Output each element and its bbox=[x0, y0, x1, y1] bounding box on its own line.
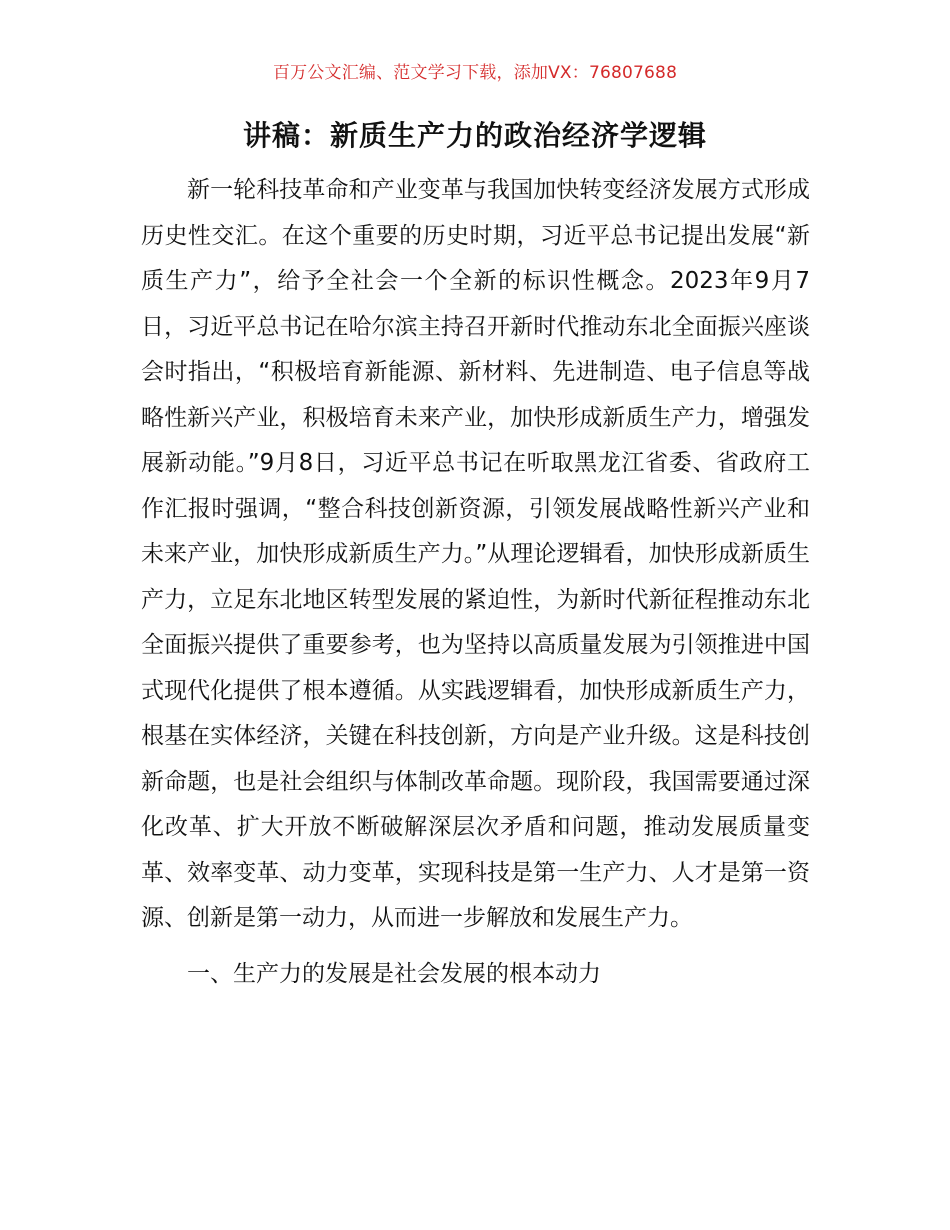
section-heading: 一、生产力的发展是社会发展的根本动力 bbox=[187, 960, 601, 987]
document-body bbox=[141, 168, 810, 997]
promo-header: 百万公文汇编、范文学习下载，添加VX：76807688 bbox=[272, 63, 678, 83]
body-paragraph: 新一轮科技革命和产业变革与我国加快转变经济发展方式形成历史性交汇。在这个重要的历史时期，习近平总书记提出发展“新质生产力”，给予全社会一个全新的标识性概念。2023年9月7日，习近平总书记在哈尔滨主持召开新时代推动东北全面振兴座谈会时指出，“积极培育新能源、新材料、先进制造、电子信息等战略性新兴产业，积极培育未来产业，加快形成新质生产力，增强发展新动能。”9月8日，习近平总书记在听取黑龙江省委、省政府工作汇报时强调，“整合科技创新资源，引领发展战略性新兴产业和未来产业，加快形成新质生产力。”从理论逻辑看，加快形成新质生产力，立足东北地区转型发展的紧迫性，为新时代新征程推动东北全面振兴提供了重要参考，也为坚持以高质量发展为引领推进中国式现代化提供了根本遵循。从实践逻辑看，加快形成新质生产力，根基在实体经济，关键在科技创新，方向是产业升级。这是科技创新命题，也是社会组织与体制改革命题。现阶段，我国需要通过深化改革、扩大开放不断破解深层次矛盾和问题，推动发展质量变革、效率变革、动力变革，实现科技是第一生产力、人才是第一资源、创新是第一动力，从而进一步解放和发展生产力。 bbox=[141, 177, 810, 931]
document-title: 讲稿：新质生产力的政治经济学逻辑 bbox=[242, 119, 707, 152]
